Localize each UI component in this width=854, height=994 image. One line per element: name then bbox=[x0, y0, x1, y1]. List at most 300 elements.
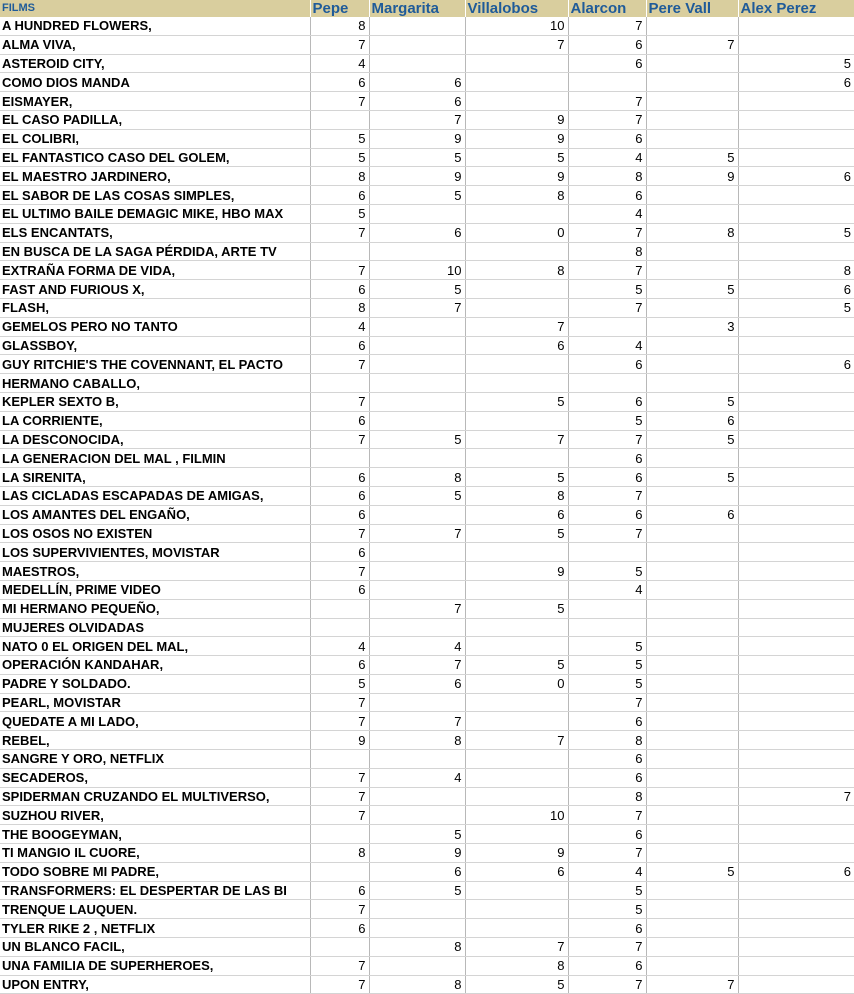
margarita-score-cell[interactable] bbox=[369, 54, 465, 73]
alarcon-score-cell[interactable]: 4 bbox=[568, 336, 646, 355]
villalobos-score-cell[interactable]: 6 bbox=[465, 505, 568, 524]
header-pepe[interactable]: Pepe bbox=[310, 0, 369, 17]
alarcon-score-cell[interactable]: 6 bbox=[568, 505, 646, 524]
pepe-score-cell[interactable]: 6 bbox=[310, 411, 369, 430]
alex-perez-score-cell[interactable] bbox=[738, 806, 854, 825]
film-title-cell[interactable]: EL MAESTRO JARDINERO, bbox=[0, 167, 310, 186]
margarita-score-cell[interactable]: 5 bbox=[369, 825, 465, 844]
pere-vall-score-cell[interactable] bbox=[646, 73, 738, 92]
pepe-score-cell[interactable]: 7 bbox=[310, 787, 369, 806]
film-title-cell[interactable]: UN BLANCO FACIL, bbox=[0, 938, 310, 957]
alarcon-score-cell[interactable]: 7 bbox=[568, 938, 646, 957]
alex-perez-score-cell[interactable]: 7 bbox=[738, 787, 854, 806]
pepe-score-cell[interactable]: 7 bbox=[310, 712, 369, 731]
alarcon-score-cell[interactable]: 5 bbox=[568, 280, 646, 299]
margarita-score-cell[interactable]: 6 bbox=[369, 73, 465, 92]
pere-vall-score-cell[interactable] bbox=[646, 562, 738, 581]
villalobos-score-cell[interactable]: 8 bbox=[465, 956, 568, 975]
alarcon-score-cell[interactable]: 6 bbox=[568, 392, 646, 411]
margarita-score-cell[interactable] bbox=[369, 919, 465, 938]
pere-vall-score-cell[interactable]: 5 bbox=[646, 862, 738, 881]
pepe-score-cell[interactable]: 7 bbox=[310, 562, 369, 581]
film-title-cell[interactable]: LOS OSOS NO EXISTEN bbox=[0, 524, 310, 543]
margarita-score-cell[interactable]: 7 bbox=[369, 110, 465, 129]
alarcon-score-cell[interactable]: 7 bbox=[568, 430, 646, 449]
villalobos-score-cell[interactable]: 5 bbox=[465, 599, 568, 618]
alarcon-score-cell[interactable]: 4 bbox=[568, 204, 646, 223]
pere-vall-score-cell[interactable] bbox=[646, 656, 738, 675]
margarita-score-cell[interactable]: 9 bbox=[369, 167, 465, 186]
alex-perez-score-cell[interactable] bbox=[738, 731, 854, 750]
alex-perez-score-cell[interactable] bbox=[738, 693, 854, 712]
villalobos-score-cell[interactable]: 9 bbox=[465, 110, 568, 129]
margarita-score-cell[interactable]: 6 bbox=[369, 862, 465, 881]
alex-perez-score-cell[interactable] bbox=[738, 336, 854, 355]
film-title-cell[interactable]: LA SIRENITA, bbox=[0, 468, 310, 487]
alex-perez-score-cell[interactable] bbox=[738, 204, 854, 223]
pere-vall-score-cell[interactable]: 6 bbox=[646, 411, 738, 430]
villalobos-score-cell[interactable]: 9 bbox=[465, 129, 568, 148]
pere-vall-score-cell[interactable] bbox=[646, 336, 738, 355]
alex-perez-score-cell[interactable] bbox=[738, 674, 854, 693]
villalobos-score-cell[interactable]: 9 bbox=[465, 844, 568, 863]
film-title-cell[interactable]: EL SABOR DE LAS COSAS SIMPLES, bbox=[0, 186, 310, 205]
margarita-score-cell[interactable] bbox=[369, 562, 465, 581]
pere-vall-score-cell[interactable]: 5 bbox=[646, 430, 738, 449]
villalobos-score-cell[interactable] bbox=[465, 919, 568, 938]
alarcon-score-cell[interactable]: 5 bbox=[568, 656, 646, 675]
margarita-score-cell[interactable]: 7 bbox=[369, 656, 465, 675]
pepe-score-cell[interactable]: 7 bbox=[310, 223, 369, 242]
alarcon-score-cell[interactable]: 8 bbox=[568, 242, 646, 261]
alex-perez-score-cell[interactable] bbox=[738, 825, 854, 844]
film-title-cell[interactable]: MEDELLÍN, PRIME VIDEO bbox=[0, 580, 310, 599]
header-villalobos[interactable]: Villalobos bbox=[465, 0, 568, 17]
pepe-score-cell[interactable]: 5 bbox=[310, 674, 369, 693]
villalobos-score-cell[interactable]: 0 bbox=[465, 674, 568, 693]
alarcon-score-cell[interactable]: 7 bbox=[568, 975, 646, 994]
alex-perez-score-cell[interactable] bbox=[738, 430, 854, 449]
villalobos-score-cell[interactable]: 8 bbox=[465, 186, 568, 205]
alarcon-score-cell[interactable]: 6 bbox=[568, 186, 646, 205]
alex-perez-score-cell[interactable] bbox=[738, 374, 854, 393]
film-title-cell[interactable]: TYLER RIKE 2 , NETFLIX bbox=[0, 919, 310, 938]
margarita-score-cell[interactable]: 6 bbox=[369, 223, 465, 242]
alex-perez-score-cell[interactable] bbox=[738, 562, 854, 581]
pepe-score-cell[interactable]: 6 bbox=[310, 186, 369, 205]
pere-vall-score-cell[interactable]: 7 bbox=[646, 35, 738, 54]
alarcon-score-cell[interactable]: 7 bbox=[568, 486, 646, 505]
pepe-score-cell[interactable]: 7 bbox=[310, 261, 369, 280]
pepe-score-cell[interactable]: 6 bbox=[310, 505, 369, 524]
margarita-score-cell[interactable] bbox=[369, 336, 465, 355]
alarcon-score-cell[interactable]: 6 bbox=[568, 768, 646, 787]
villalobos-score-cell[interactable]: 5 bbox=[465, 656, 568, 675]
pepe-score-cell[interactable] bbox=[310, 599, 369, 618]
alarcon-score-cell[interactable]: 5 bbox=[568, 637, 646, 656]
alex-perez-score-cell[interactable]: 8 bbox=[738, 261, 854, 280]
villalobos-score-cell[interactable]: 6 bbox=[465, 862, 568, 881]
film-title-cell[interactable]: UPON ENTRY, bbox=[0, 975, 310, 994]
alex-perez-score-cell[interactable] bbox=[738, 543, 854, 562]
film-title-cell[interactable]: LAS CICLADAS ESCAPADAS DE AMIGAS, bbox=[0, 486, 310, 505]
alarcon-score-cell[interactable]: 5 bbox=[568, 562, 646, 581]
villalobos-score-cell[interactable] bbox=[465, 750, 568, 769]
villalobos-score-cell[interactable] bbox=[465, 411, 568, 430]
alarcon-score-cell[interactable]: 6 bbox=[568, 129, 646, 148]
alex-perez-score-cell[interactable]: 5 bbox=[738, 223, 854, 242]
margarita-score-cell[interactable] bbox=[369, 204, 465, 223]
pere-vall-score-cell[interactable] bbox=[646, 806, 738, 825]
film-title-cell[interactable]: TRENQUE LAUQUEN. bbox=[0, 900, 310, 919]
film-title-cell[interactable]: EL FANTASTICO CASO DEL GOLEM, bbox=[0, 148, 310, 167]
pepe-score-cell[interactable]: 7 bbox=[310, 768, 369, 787]
alex-perez-score-cell[interactable] bbox=[738, 956, 854, 975]
film-title-cell[interactable]: EXTRAÑA FORMA DE VIDA, bbox=[0, 261, 310, 280]
alex-perez-score-cell[interactable] bbox=[738, 580, 854, 599]
pepe-score-cell[interactable]: 7 bbox=[310, 806, 369, 825]
header-margarita[interactable]: Margarita bbox=[369, 0, 465, 17]
pepe-score-cell[interactable]: 6 bbox=[310, 580, 369, 599]
pere-vall-score-cell[interactable] bbox=[646, 449, 738, 468]
villalobos-score-cell[interactable] bbox=[465, 280, 568, 299]
film-title-cell[interactable]: EL CASO PADILLA, bbox=[0, 110, 310, 129]
margarita-score-cell[interactable]: 7 bbox=[369, 712, 465, 731]
pere-vall-score-cell[interactable] bbox=[646, 110, 738, 129]
villalobos-score-cell[interactable]: 5 bbox=[465, 148, 568, 167]
alarcon-score-cell[interactable]: 5 bbox=[568, 881, 646, 900]
pere-vall-score-cell[interactable] bbox=[646, 674, 738, 693]
margarita-score-cell[interactable]: 9 bbox=[369, 129, 465, 148]
alex-perez-score-cell[interactable] bbox=[738, 242, 854, 261]
pere-vall-score-cell[interactable] bbox=[646, 261, 738, 280]
alex-perez-score-cell[interactable] bbox=[738, 637, 854, 656]
film-title-cell[interactable]: ELS ENCANTATS, bbox=[0, 223, 310, 242]
alex-perez-score-cell[interactable] bbox=[738, 768, 854, 787]
villalobos-score-cell[interactable] bbox=[465, 355, 568, 374]
pepe-score-cell[interactable] bbox=[310, 750, 369, 769]
alex-perez-score-cell[interactable] bbox=[738, 35, 854, 54]
margarita-score-cell[interactable]: 6 bbox=[369, 92, 465, 111]
pepe-score-cell[interactable] bbox=[310, 110, 369, 129]
pepe-score-cell[interactable]: 8 bbox=[310, 17, 369, 35]
margarita-score-cell[interactable] bbox=[369, 411, 465, 430]
pere-vall-score-cell[interactable]: 5 bbox=[646, 392, 738, 411]
film-title-cell[interactable]: TRANSFORMERS: EL DESPERTAR DE LAS BI bbox=[0, 881, 310, 900]
villalobos-score-cell[interactable]: 7 bbox=[465, 430, 568, 449]
pere-vall-score-cell[interactable] bbox=[646, 881, 738, 900]
margarita-score-cell[interactable] bbox=[369, 750, 465, 769]
villalobos-score-cell[interactable]: 8 bbox=[465, 261, 568, 280]
villalobos-score-cell[interactable] bbox=[465, 787, 568, 806]
pepe-score-cell[interactable]: 7 bbox=[310, 524, 369, 543]
alarcon-score-cell[interactable]: 5 bbox=[568, 411, 646, 430]
film-title-cell[interactable]: TODO SOBRE MI PADRE, bbox=[0, 862, 310, 881]
pepe-score-cell[interactable]: 6 bbox=[310, 73, 369, 92]
pere-vall-score-cell[interactable] bbox=[646, 580, 738, 599]
alarcon-score-cell[interactable]: 7 bbox=[568, 524, 646, 543]
margarita-score-cell[interactable] bbox=[369, 355, 465, 374]
alarcon-score-cell[interactable]: 8 bbox=[568, 731, 646, 750]
pere-vall-score-cell[interactable] bbox=[646, 787, 738, 806]
pepe-score-cell[interactable]: 7 bbox=[310, 975, 369, 994]
pere-vall-score-cell[interactable] bbox=[646, 186, 738, 205]
alex-perez-score-cell[interactable]: 6 bbox=[738, 355, 854, 374]
film-title-cell[interactable]: EL ULTIMO BAILE DEMAGIC MIKE, HBO MAX bbox=[0, 204, 310, 223]
alex-perez-score-cell[interactable] bbox=[738, 599, 854, 618]
pere-vall-score-cell[interactable] bbox=[646, 17, 738, 35]
margarita-score-cell[interactable] bbox=[369, 505, 465, 524]
villalobos-score-cell[interactable]: 0 bbox=[465, 223, 568, 242]
margarita-score-cell[interactable] bbox=[369, 374, 465, 393]
pepe-score-cell[interactable]: 6 bbox=[310, 280, 369, 299]
alex-perez-score-cell[interactable]: 6 bbox=[738, 167, 854, 186]
pepe-score-cell[interactable]: 7 bbox=[310, 430, 369, 449]
alarcon-score-cell[interactable] bbox=[568, 73, 646, 92]
margarita-score-cell[interactable] bbox=[369, 242, 465, 261]
pere-vall-score-cell[interactable]: 8 bbox=[646, 223, 738, 242]
alex-perez-score-cell[interactable]: 6 bbox=[738, 73, 854, 92]
pere-vall-score-cell[interactable]: 5 bbox=[646, 148, 738, 167]
pere-vall-score-cell[interactable] bbox=[646, 374, 738, 393]
margarita-score-cell[interactable]: 5 bbox=[369, 280, 465, 299]
pepe-score-cell[interactable]: 6 bbox=[310, 468, 369, 487]
margarita-score-cell[interactable] bbox=[369, 392, 465, 411]
pepe-score-cell[interactable]: 8 bbox=[310, 298, 369, 317]
villalobos-score-cell[interactable]: 5 bbox=[465, 392, 568, 411]
film-title-cell[interactable]: UNA FAMILIA DE SUPERHEROES, bbox=[0, 956, 310, 975]
pepe-score-cell[interactable]: 8 bbox=[310, 844, 369, 863]
film-title-cell[interactable]: MUJERES OLVIDADAS bbox=[0, 618, 310, 637]
film-title-cell[interactable]: MI HERMANO PEQUEÑO, bbox=[0, 599, 310, 618]
margarita-score-cell[interactable] bbox=[369, 543, 465, 562]
pere-vall-score-cell[interactable] bbox=[646, 637, 738, 656]
alarcon-score-cell[interactable] bbox=[568, 317, 646, 336]
margarita-score-cell[interactable]: 5 bbox=[369, 430, 465, 449]
alarcon-score-cell[interactable]: 6 bbox=[568, 750, 646, 769]
villalobos-score-cell[interactable] bbox=[465, 204, 568, 223]
margarita-score-cell[interactable]: 4 bbox=[369, 768, 465, 787]
pepe-score-cell[interactable]: 6 bbox=[310, 656, 369, 675]
film-title-cell[interactable]: TI MANGIO IL CUORE, bbox=[0, 844, 310, 863]
margarita-score-cell[interactable] bbox=[369, 35, 465, 54]
pepe-score-cell[interactable] bbox=[310, 242, 369, 261]
margarita-score-cell[interactable]: 5 bbox=[369, 186, 465, 205]
pepe-score-cell[interactable] bbox=[310, 825, 369, 844]
margarita-score-cell[interactable] bbox=[369, 956, 465, 975]
villalobos-score-cell[interactable]: 7 bbox=[465, 35, 568, 54]
pepe-score-cell[interactable]: 6 bbox=[310, 881, 369, 900]
alex-perez-score-cell[interactable] bbox=[738, 129, 854, 148]
film-title-cell[interactable]: EISMAYER, bbox=[0, 92, 310, 111]
pere-vall-score-cell[interactable]: 9 bbox=[646, 167, 738, 186]
alex-perez-score-cell[interactable] bbox=[738, 449, 854, 468]
pepe-score-cell[interactable] bbox=[310, 618, 369, 637]
film-title-cell[interactable]: COMO DIOS MANDA bbox=[0, 73, 310, 92]
villalobos-score-cell[interactable] bbox=[465, 92, 568, 111]
alarcon-score-cell[interactable]: 6 bbox=[568, 712, 646, 731]
margarita-score-cell[interactable]: 5 bbox=[369, 881, 465, 900]
pepe-score-cell[interactable]: 4 bbox=[310, 54, 369, 73]
header-films[interactable]: FILMS bbox=[0, 0, 310, 17]
alex-perez-score-cell[interactable] bbox=[738, 524, 854, 543]
pere-vall-score-cell[interactable] bbox=[646, 712, 738, 731]
alarcon-score-cell[interactable]: 6 bbox=[568, 449, 646, 468]
pere-vall-score-cell[interactable] bbox=[646, 92, 738, 111]
film-title-cell[interactable]: SPIDERMAN CRUZANDO EL MULTIVERSO, bbox=[0, 787, 310, 806]
villalobos-score-cell[interactable] bbox=[465, 693, 568, 712]
margarita-score-cell[interactable] bbox=[369, 806, 465, 825]
alex-perez-score-cell[interactable] bbox=[738, 919, 854, 938]
alex-perez-score-cell[interactable] bbox=[738, 317, 854, 336]
alex-perez-score-cell[interactable] bbox=[738, 618, 854, 637]
film-title-cell[interactable]: MAESTROS, bbox=[0, 562, 310, 581]
alarcon-score-cell[interactable]: 6 bbox=[568, 355, 646, 374]
margarita-score-cell[interactable] bbox=[369, 317, 465, 336]
alex-perez-score-cell[interactable] bbox=[738, 750, 854, 769]
villalobos-score-cell[interactable]: 5 bbox=[465, 975, 568, 994]
villalobos-score-cell[interactable]: 5 bbox=[465, 524, 568, 543]
villalobos-score-cell[interactable] bbox=[465, 374, 568, 393]
pepe-score-cell[interactable]: 6 bbox=[310, 919, 369, 938]
villalobos-score-cell[interactable] bbox=[465, 449, 568, 468]
pepe-score-cell[interactable]: 7 bbox=[310, 355, 369, 374]
villalobos-score-cell[interactable] bbox=[465, 242, 568, 261]
alarcon-score-cell[interactable]: 6 bbox=[568, 825, 646, 844]
alex-perez-score-cell[interactable] bbox=[738, 411, 854, 430]
pere-vall-score-cell[interactable] bbox=[646, 618, 738, 637]
villalobos-score-cell[interactable]: 10 bbox=[465, 17, 568, 35]
villalobos-score-cell[interactable]: 5 bbox=[465, 468, 568, 487]
margarita-score-cell[interactable]: 4 bbox=[369, 637, 465, 656]
alarcon-score-cell[interactable]: 6 bbox=[568, 468, 646, 487]
alarcon-score-cell[interactable]: 6 bbox=[568, 35, 646, 54]
alex-perez-score-cell[interactable]: 5 bbox=[738, 298, 854, 317]
pepe-score-cell[interactable]: 7 bbox=[310, 956, 369, 975]
margarita-score-cell[interactable] bbox=[369, 449, 465, 468]
margarita-score-cell[interactable]: 5 bbox=[369, 486, 465, 505]
pere-vall-score-cell[interactable] bbox=[646, 938, 738, 957]
film-title-cell[interactable]: GUY RITCHIE'S THE COVENNANT, EL PACTO bbox=[0, 355, 310, 374]
pere-vall-score-cell[interactable] bbox=[646, 900, 738, 919]
margarita-score-cell[interactable] bbox=[369, 618, 465, 637]
pere-vall-score-cell[interactable] bbox=[646, 825, 738, 844]
pepe-score-cell[interactable] bbox=[310, 938, 369, 957]
pepe-score-cell[interactable]: 6 bbox=[310, 336, 369, 355]
alex-perez-score-cell[interactable] bbox=[738, 148, 854, 167]
villalobos-score-cell[interactable]: 9 bbox=[465, 562, 568, 581]
pepe-score-cell[interactable] bbox=[310, 374, 369, 393]
film-title-cell[interactable]: FAST AND FURIOUS X, bbox=[0, 280, 310, 299]
alex-perez-score-cell[interactable]: 5 bbox=[738, 54, 854, 73]
margarita-score-cell[interactable]: 10 bbox=[369, 261, 465, 280]
alarcon-score-cell[interactable]: 7 bbox=[568, 92, 646, 111]
film-title-cell[interactable]: LA DESCONOCIDA, bbox=[0, 430, 310, 449]
alex-perez-score-cell[interactable] bbox=[738, 392, 854, 411]
margarita-score-cell[interactable] bbox=[369, 787, 465, 806]
margarita-score-cell[interactable] bbox=[369, 900, 465, 919]
villalobos-score-cell[interactable]: 6 bbox=[465, 336, 568, 355]
villalobos-score-cell[interactable] bbox=[465, 900, 568, 919]
pere-vall-score-cell[interactable] bbox=[646, 129, 738, 148]
alarcon-score-cell[interactable]: 7 bbox=[568, 844, 646, 863]
alarcon-score-cell[interactable]: 7 bbox=[568, 693, 646, 712]
alarcon-score-cell[interactable] bbox=[568, 618, 646, 637]
pere-vall-score-cell[interactable] bbox=[646, 599, 738, 618]
villalobos-score-cell[interactable] bbox=[465, 712, 568, 731]
pepe-score-cell[interactable]: 6 bbox=[310, 486, 369, 505]
film-title-cell[interactable]: GLASSBOY, bbox=[0, 336, 310, 355]
alex-perez-score-cell[interactable] bbox=[738, 975, 854, 994]
villalobos-score-cell[interactable] bbox=[465, 825, 568, 844]
margarita-score-cell[interactable]: 8 bbox=[369, 731, 465, 750]
villalobos-score-cell[interactable]: 7 bbox=[465, 938, 568, 957]
margarita-score-cell[interactable] bbox=[369, 580, 465, 599]
film-title-cell[interactable]: NATO 0 EL ORIGEN DEL MAL, bbox=[0, 637, 310, 656]
alarcon-score-cell[interactable]: 8 bbox=[568, 167, 646, 186]
pepe-score-cell[interactable]: 7 bbox=[310, 35, 369, 54]
pepe-score-cell[interactable]: 7 bbox=[310, 392, 369, 411]
alarcon-score-cell[interactable]: 6 bbox=[568, 956, 646, 975]
villalobos-score-cell[interactable] bbox=[465, 54, 568, 73]
pepe-score-cell[interactable]: 5 bbox=[310, 148, 369, 167]
margarita-score-cell[interactable]: 7 bbox=[369, 599, 465, 618]
pepe-score-cell[interactable]: 6 bbox=[310, 543, 369, 562]
villalobos-score-cell[interactable] bbox=[465, 768, 568, 787]
margarita-score-cell[interactable]: 8 bbox=[369, 975, 465, 994]
header-pere-vall[interactable]: Pere Vall bbox=[646, 0, 738, 17]
film-title-cell[interactable]: GEMELOS PERO NO TANTO bbox=[0, 317, 310, 336]
film-title-cell[interactable]: FLASH, bbox=[0, 298, 310, 317]
alex-perez-score-cell[interactable] bbox=[738, 844, 854, 863]
villalobos-score-cell[interactable] bbox=[465, 298, 568, 317]
alarcon-score-cell[interactable]: 7 bbox=[568, 17, 646, 35]
alarcon-score-cell[interactable] bbox=[568, 599, 646, 618]
pepe-score-cell[interactable]: 5 bbox=[310, 129, 369, 148]
alarcon-score-cell[interactable]: 7 bbox=[568, 223, 646, 242]
film-title-cell[interactable]: SANGRE Y ORO, NETFLIX bbox=[0, 750, 310, 769]
alex-perez-score-cell[interactable] bbox=[738, 900, 854, 919]
film-title-cell[interactable]: SECADEROS, bbox=[0, 768, 310, 787]
pepe-score-cell[interactable]: 7 bbox=[310, 92, 369, 111]
pere-vall-score-cell[interactable] bbox=[646, 242, 738, 261]
margarita-score-cell[interactable] bbox=[369, 17, 465, 35]
margarita-score-cell[interactable]: 8 bbox=[369, 468, 465, 487]
pere-vall-score-cell[interactable] bbox=[646, 486, 738, 505]
alex-perez-score-cell[interactable]: 6 bbox=[738, 280, 854, 299]
film-title-cell[interactable]: QUEDATE A MI LADO, bbox=[0, 712, 310, 731]
alex-perez-score-cell[interactable] bbox=[738, 17, 854, 35]
alex-perez-score-cell[interactable] bbox=[738, 712, 854, 731]
pere-vall-score-cell[interactable] bbox=[646, 204, 738, 223]
alarcon-score-cell[interactable]: 7 bbox=[568, 110, 646, 129]
pere-vall-score-cell[interactable] bbox=[646, 524, 738, 543]
pere-vall-score-cell[interactable]: 3 bbox=[646, 317, 738, 336]
alex-perez-score-cell[interactable] bbox=[738, 881, 854, 900]
pere-vall-score-cell[interactable] bbox=[646, 298, 738, 317]
film-title-cell[interactable]: EN BUSCA DE LA SAGA PÉRDIDA, ARTE TV bbox=[0, 242, 310, 261]
pepe-score-cell[interactable]: 7 bbox=[310, 900, 369, 919]
pere-vall-score-cell[interactable] bbox=[646, 919, 738, 938]
alarcon-score-cell[interactable]: 7 bbox=[568, 261, 646, 280]
alarcon-score-cell[interactable]: 7 bbox=[568, 298, 646, 317]
margarita-score-cell[interactable]: 8 bbox=[369, 938, 465, 957]
pere-vall-score-cell[interactable] bbox=[646, 750, 738, 769]
pepe-score-cell[interactable]: 9 bbox=[310, 731, 369, 750]
alarcon-score-cell[interactable]: 5 bbox=[568, 900, 646, 919]
film-title-cell[interactable]: EL COLIBRI, bbox=[0, 129, 310, 148]
film-title-cell[interactable]: OPERACIÓN KANDAHAR, bbox=[0, 656, 310, 675]
